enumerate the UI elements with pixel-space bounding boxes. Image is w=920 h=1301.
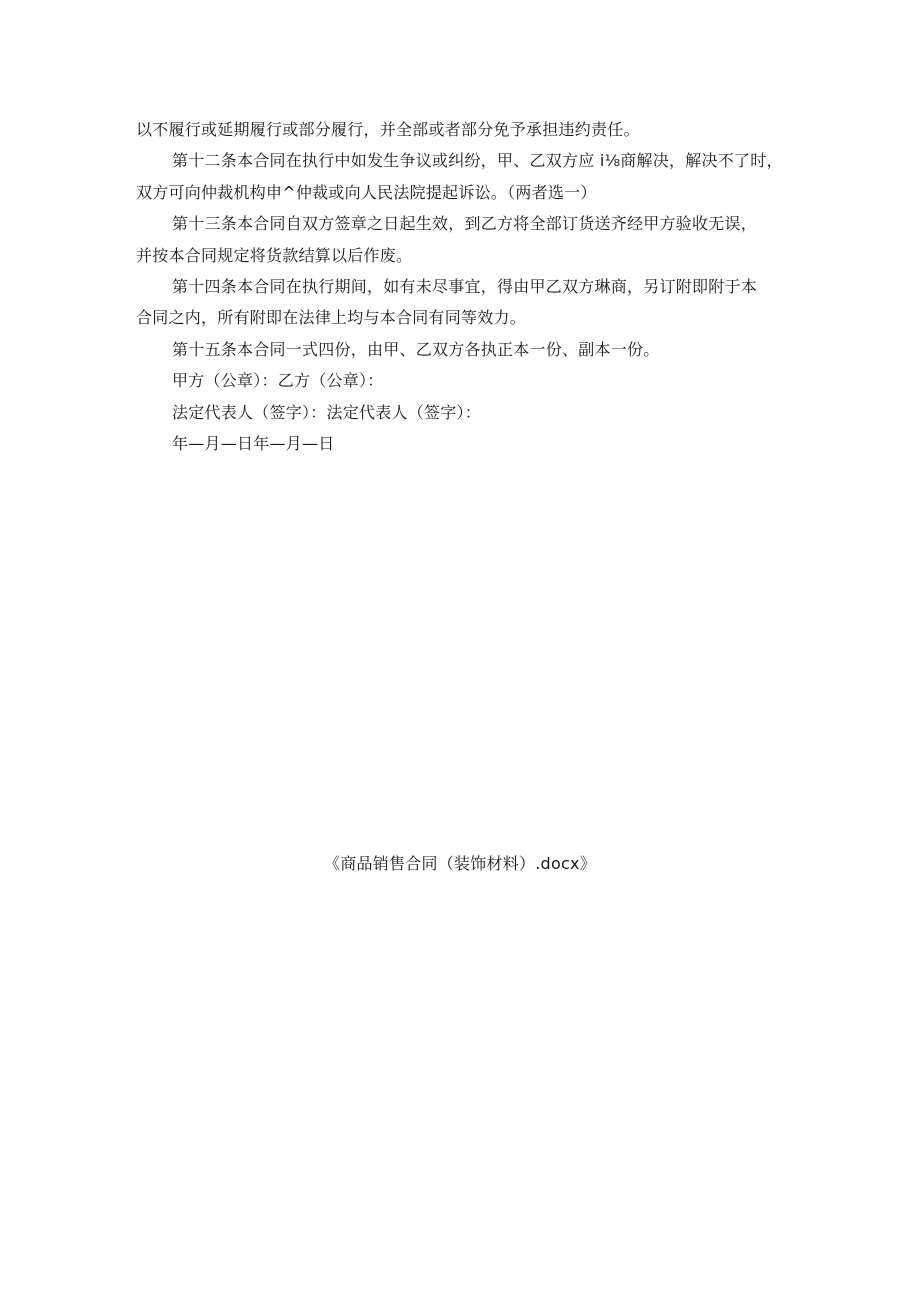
clause-14-line-2: 合同之内，所有附即在法律上均与本合同有同等效力。	[136, 308, 527, 328]
clause-14-line-1: 第十四条本合同在执行期间，如有未尽事宜，得由甲乙双方琳商，另订附即附于本	[172, 277, 758, 297]
document-filename-footer: 《商品销售合同（装饰材料）.docx》	[323, 854, 597, 873]
clause-12-line-2: 双方可向仲裁机构申^仲裁或向人民法院提起诉讼。（两者选一）	[136, 182, 597, 202]
seal-line: 甲方（公章）：乙方（公章）：	[172, 371, 384, 391]
clause-15-line: 第十五条本合同一式四份，由甲、乙双方各执正本一份、副本一份。	[172, 339, 660, 359]
clause-12-line-1: 第十二条本合同在执行中如发生争议或纠纷，甲、乙双方应 i⅛商解决，解决不了时，	[172, 151, 783, 171]
text-line-continuation: 以不履行或延期履行或部分履行，并全部或者部分免予承担违约责任。	[136, 120, 640, 139]
clause-13-line-1: 第十三条本合同自双方签章之日起生效，到乙方将全部订货送齐经甲方验收无误，	[172, 214, 758, 234]
signature-line: 法定代表人（签字）：法定代表人（签字）：	[172, 402, 482, 422]
date-line: 年—月—日年—月—日	[172, 434, 335, 454]
contract-body	[136, 114, 798, 459]
clause-13-line-2: 并按本合同规定将货款结算以后作废。	[136, 245, 413, 265]
